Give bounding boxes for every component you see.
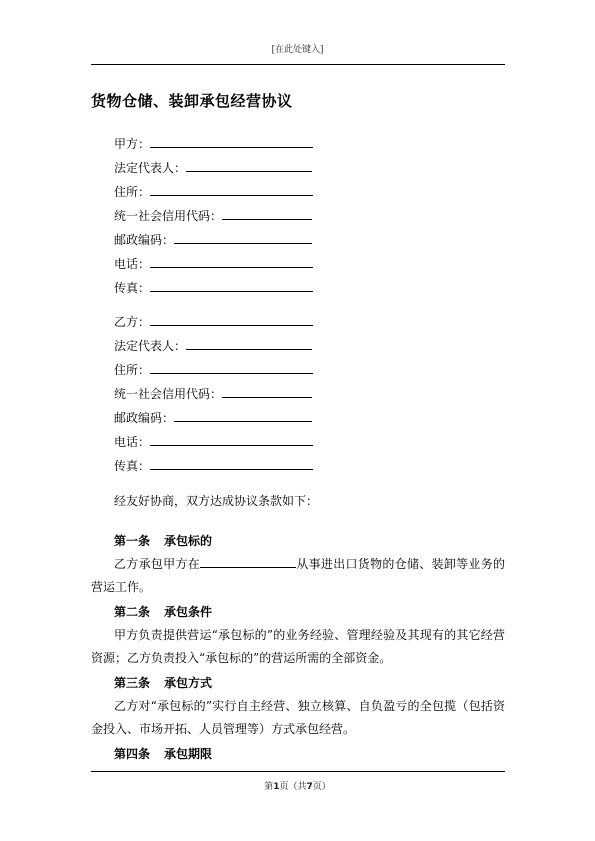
party-a-postcode-field[interactable] bbox=[114, 228, 334, 252]
party-a-representative-field[interactable] bbox=[114, 156, 334, 180]
field-label: 传真： bbox=[114, 459, 151, 473]
field-label: 传真： bbox=[114, 281, 151, 295]
footer-middle: 页（共 bbox=[279, 782, 307, 792]
field-label: 住所： bbox=[114, 185, 151, 199]
fill-in-line[interactable] bbox=[174, 228, 312, 244]
party-b-credit-code-field[interactable] bbox=[114, 382, 334, 406]
fill-in-line[interactable] bbox=[150, 252, 313, 268]
header-divider bbox=[91, 64, 505, 65]
field-label: 甲方： bbox=[114, 137, 151, 151]
field-label: 乙方： bbox=[114, 315, 151, 329]
article-text-segment: 从事进出口货物的仓储、装卸等业务的营运工作。 bbox=[91, 557, 505, 594]
article-1-heading bbox=[91, 530, 528, 553]
party-a-block bbox=[114, 132, 334, 300]
page-footer bbox=[0, 779, 595, 792]
article-4-heading bbox=[91, 743, 528, 766]
article-3-text: 乙方对“承包标的”实行自主经营、独立核算、自负盈亏的全包揽（包括资金投入、市场开拓、人员管理等）方式承包经营。 bbox=[91, 699, 505, 736]
party-a-fax-field[interactable] bbox=[114, 276, 334, 300]
party-b-representative-field[interactable] bbox=[114, 334, 334, 358]
intro-paragraph: 经友好协商，双方达成协议条款如下： bbox=[114, 494, 319, 508]
party-a-address-field[interactable] bbox=[114, 180, 334, 204]
footer-suffix: 页） bbox=[312, 782, 331, 792]
field-label: 统一社会信用代码： bbox=[114, 387, 223, 401]
field-label: 邮政编码： bbox=[114, 233, 175, 247]
fill-in-line[interactable] bbox=[222, 204, 312, 220]
party-b-address-field[interactable] bbox=[114, 358, 334, 382]
article-2-heading bbox=[91, 601, 528, 624]
fill-in-line[interactable] bbox=[200, 554, 296, 568]
article-1-text bbox=[91, 553, 505, 599]
party-b-phone-field[interactable] bbox=[114, 430, 334, 454]
field-label: 电话： bbox=[114, 435, 151, 449]
article-name: 承包方式 bbox=[164, 676, 213, 690]
field-label: 邮政编码： bbox=[114, 411, 175, 425]
fill-in-line[interactable] bbox=[222, 382, 312, 398]
party-a-name-field[interactable] bbox=[114, 132, 334, 156]
field-label: 住所： bbox=[114, 363, 151, 377]
fill-in-line[interactable] bbox=[186, 156, 312, 172]
fill-in-line[interactable] bbox=[150, 310, 313, 326]
article-name: 承包标的 bbox=[164, 534, 213, 548]
article-name: 承包条件 bbox=[164, 605, 213, 619]
footer-prefix: 第 bbox=[264, 782, 274, 792]
party-b-postcode-field[interactable] bbox=[114, 406, 334, 430]
party-a-phone-field[interactable] bbox=[114, 252, 334, 276]
field-label: 电话： bbox=[114, 257, 151, 271]
article-2-text: 甲方负责提供营运“承包标的”的业务经验、管理经验及其现有的其它经营资源；乙方负责投入“承包标的”的营运所需的全部资金。 bbox=[91, 628, 505, 665]
party-b-name-field[interactable] bbox=[114, 310, 334, 334]
page-header: [在此处键入] bbox=[271, 45, 324, 55]
field-label: 法定代表人： bbox=[114, 161, 187, 175]
party-a-credit-code-field[interactable] bbox=[114, 204, 334, 228]
article-number: 第一条 bbox=[114, 534, 151, 548]
article-text-segment: 乙方承包甲方在 bbox=[114, 557, 201, 571]
field-label: 统一社会信用代码： bbox=[114, 209, 223, 223]
fill-in-line[interactable] bbox=[150, 276, 313, 292]
fill-in-line[interactable] bbox=[150, 430, 313, 446]
fill-in-line[interactable] bbox=[150, 358, 313, 374]
fill-in-line[interactable] bbox=[150, 132, 313, 148]
article-number: 第二条 bbox=[114, 605, 151, 619]
party-b-fax-field[interactable] bbox=[114, 454, 334, 478]
document-title: 货物仓储、装卸承包经营协议 bbox=[91, 92, 293, 110]
footer-divider bbox=[91, 771, 505, 772]
fill-in-line[interactable] bbox=[186, 334, 312, 350]
fill-in-line[interactable] bbox=[174, 406, 312, 422]
page-number: 1 bbox=[273, 782, 280, 792]
party-b-block bbox=[114, 310, 334, 478]
article-number: 第四条 bbox=[114, 747, 151, 761]
field-label: 法定代表人： bbox=[114, 339, 187, 353]
fill-in-line[interactable] bbox=[150, 454, 313, 470]
article-3-heading bbox=[91, 672, 528, 695]
fill-in-line[interactable] bbox=[150, 180, 313, 196]
total-pages: 7 bbox=[306, 782, 313, 792]
article-number: 第三条 bbox=[114, 676, 151, 690]
article-name: 承包期限 bbox=[164, 747, 213, 761]
